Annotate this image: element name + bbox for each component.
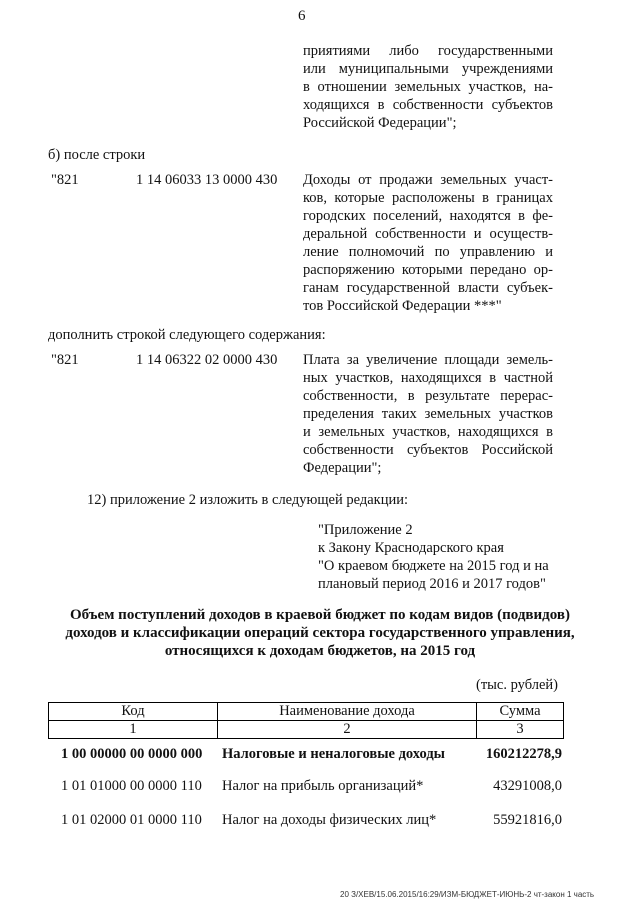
entry1-admin-code: "821 [51, 172, 79, 188]
text-line: собственности, в результате перерас- [303, 388, 553, 404]
row-3-name: Налог на доходы физических лиц* [222, 812, 437, 828]
add-line-label: дополнить строкой следующего содержания: [48, 327, 326, 343]
header-row [49, 703, 564, 721]
intro-continuation [303, 42, 553, 132]
row-1-code: 1 00 00000 00 0000 000 [61, 746, 203, 762]
text-line: "О краевом бюджете на 2015 год и на [318, 558, 549, 574]
footer-file-stamp: 20 З/ХЕВ/15.06.2015/16:29/ИЗМ-БЮДЖЕТ-ИЮНЬ-2 чт-закон 1 часть [340, 890, 595, 899]
text-line: приятиями либо государственными [303, 43, 553, 59]
text-line: ление полномочий по управлению и [303, 244, 553, 260]
row-3-code: 1 01 02000 01 0000 110 [61, 812, 202, 828]
table-title [28, 606, 612, 660]
after-line-label: б) после строки [48, 147, 146, 163]
units-label: (тыс. рублей) [476, 677, 558, 693]
text-line: городских поселений, находятся в фе- [303, 208, 553, 224]
appendix-header [318, 521, 568, 593]
text-line: Российской Федерации"; [303, 115, 457, 131]
text-line: в отношении земельных участков, на- [303, 79, 553, 95]
item-12: 12) приложение 2 изложить в следующей редакции: [87, 492, 409, 508]
row-2-code: 1 01 01000 00 0000 110 [61, 778, 202, 794]
text-line: или муниципальными учреждениями [303, 61, 553, 77]
row-1-name: Налоговые и неналоговые доходы [222, 746, 445, 762]
row-2-name: Налог на прибыль организаций* [222, 778, 424, 794]
text-line: ков, которые расположены в границах [303, 190, 553, 206]
row-2-sum: 43291008,0 [493, 778, 562, 794]
text-line: деральной собственности и осуществ- [303, 226, 553, 242]
title-line: Объем поступлений доходов в краевой бюджет по кодам видов (подвидов) [70, 607, 570, 623]
text-line: Федерации"; [303, 460, 382, 476]
text-line: плановый период 2016 и 2017 годов" [318, 576, 546, 592]
title-line: доходов и классификации операций сектора государственного управления, [65, 625, 575, 641]
income-table-header [48, 702, 564, 739]
entry1-kbk: 1 14 06033 13 0000 430 [136, 172, 278, 188]
text-line: пределения таких земельных участков [303, 406, 553, 422]
number-row [49, 721, 564, 739]
text-line: ганам государственной власти субъек- [303, 280, 553, 296]
header-sum: Сумма [477, 703, 564, 721]
col-number-3: 3 [477, 721, 564, 739]
header-code: Код [49, 703, 218, 721]
row-3-sum: 55921816,0 [493, 812, 562, 828]
header-name: Наименование дохода [218, 703, 477, 721]
title-line: относящихся к доходам бюджетов, на 2015 год [164, 643, 476, 659]
text-line: Плата за увеличение площади земель- [303, 352, 553, 368]
text-line: и земельных участков, находящихся в [303, 424, 553, 440]
entry2-description [303, 351, 553, 477]
text-line: к Закону Краснодарского края [318, 540, 504, 556]
entry1-description [303, 171, 553, 315]
page-number: 6 [298, 8, 306, 24]
text-line: "Приложение 2 [318, 522, 413, 538]
text-line: ходящихся в собственности субъектов [303, 97, 553, 113]
row-1-sum: 160212278,9 [485, 746, 562, 762]
text-line: Доходы от продажи земельных участ- [303, 172, 553, 188]
text-line: собственности субъектов Российской [303, 442, 553, 458]
col-number-1: 1 [49, 721, 218, 739]
text-line: ных участков, находящихся в частной [303, 370, 553, 386]
text-line: тов Российской Федерации ***" [303, 298, 502, 314]
text-line: распоряжению которыми передано ор- [303, 262, 553, 278]
col-number-2: 2 [218, 721, 477, 739]
entry2-admin-code: "821 [51, 352, 79, 368]
entry2-kbk: 1 14 06322 02 0000 430 [136, 352, 278, 368]
